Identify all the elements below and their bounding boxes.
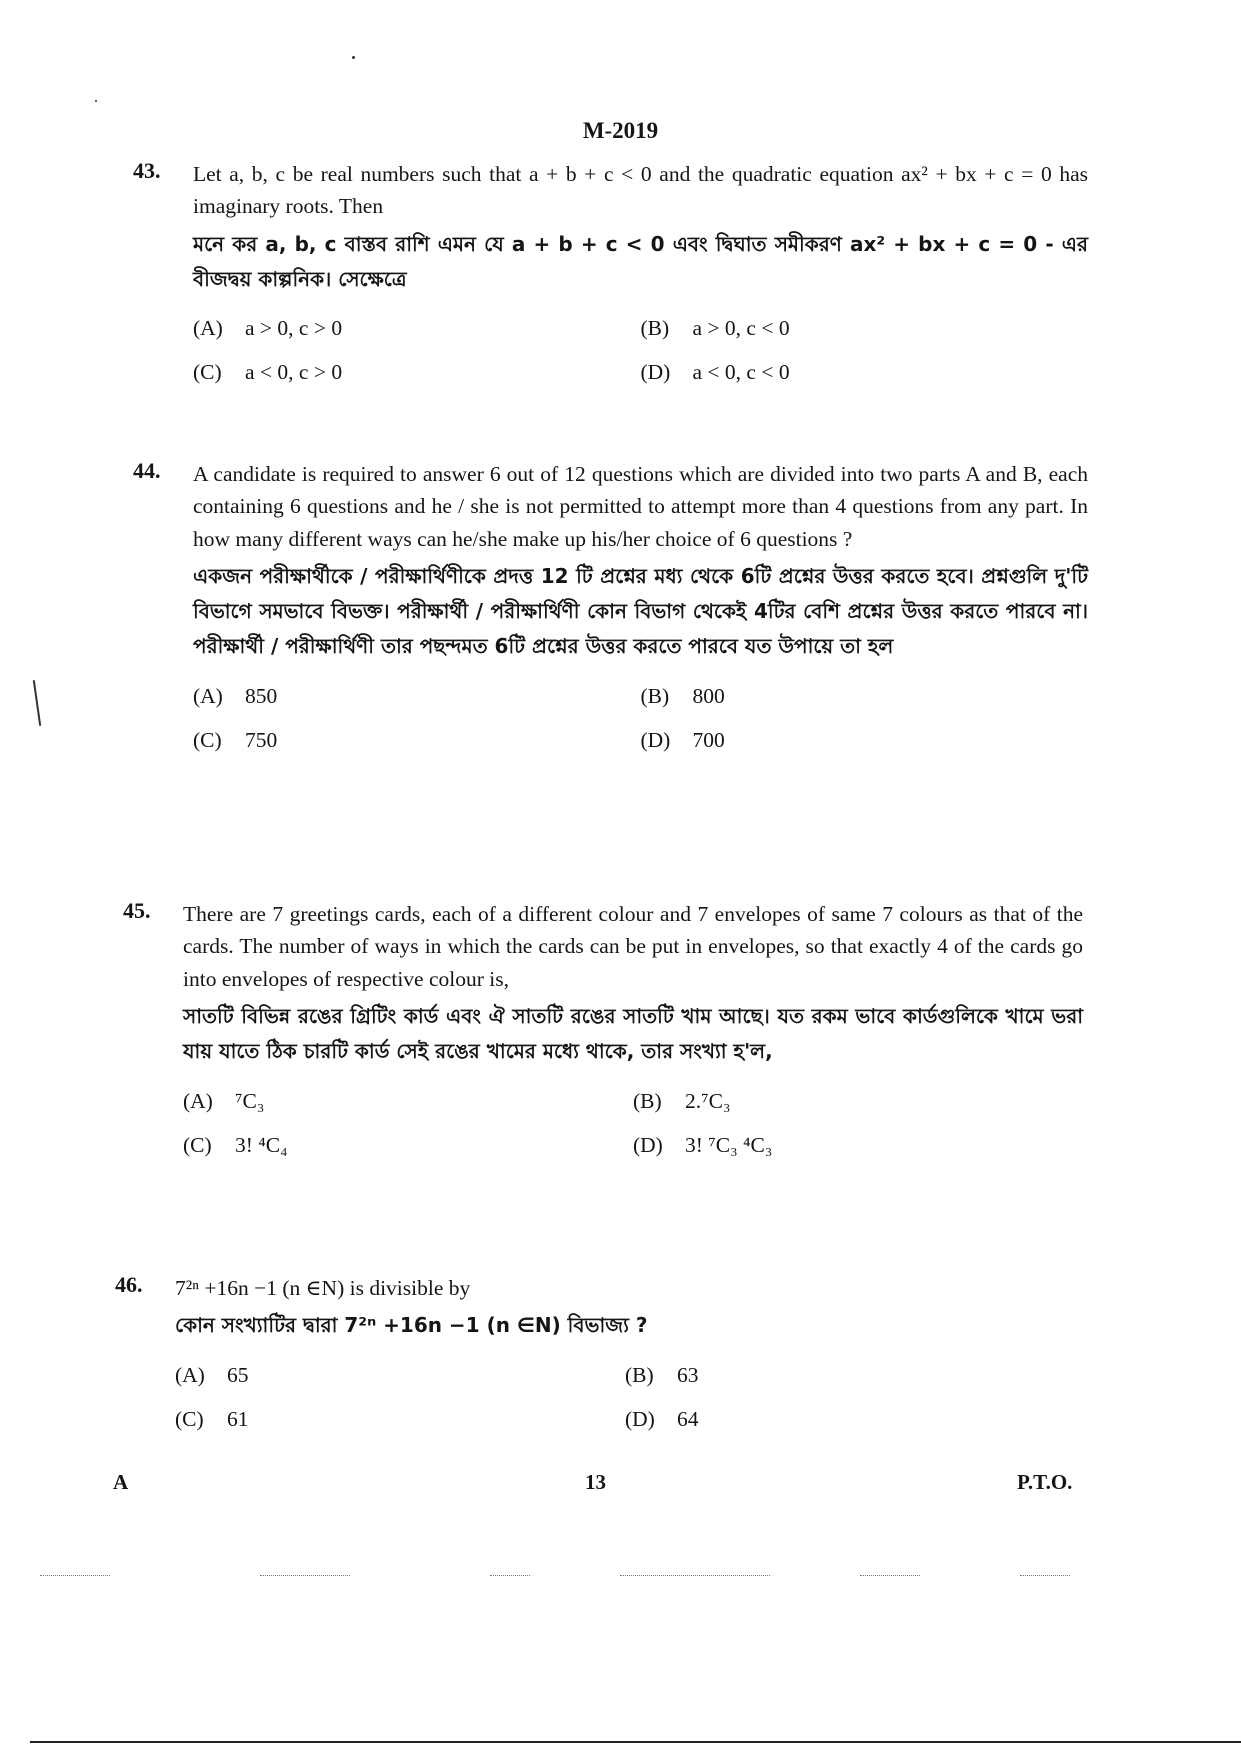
- question-number: 46.: [115, 1272, 143, 1297]
- question-45: [123, 898, 1083, 1167]
- options: [183, 1079, 1083, 1167]
- scan-artifact: [490, 1575, 530, 1577]
- option-d: (D) 3! ⁷C₃ ⁴C₃: [633, 1132, 773, 1157]
- option-b: (B) 2.⁷C₃: [633, 1088, 731, 1113]
- question-text-english: There are 7 greetings cards, each of a different colour and 7 envelopes of same 7 colours as that of the cards. The number of ways in which the cards can be put in envelopes, so that exactly 4 of the cards go into envelopes of respective colour is,: [183, 902, 1083, 991]
- margin-mark: [33, 680, 41, 726]
- page-number: 13: [585, 1470, 606, 1494]
- question-text-bengali: কোন সংখ্যাটির দ্বারা 7²ⁿ +16n −1 (n ∈N) বিভাজ্য ?: [175, 1313, 648, 1338]
- scan-artifact: [860, 1575, 920, 1577]
- option-a: (A) 850: [193, 683, 278, 708]
- question-number: 45.: [123, 898, 151, 923]
- option-c: (C) a < 0, c > 0: [193, 360, 343, 385]
- options: [193, 307, 1088, 395]
- option-b: (B) a > 0, c < 0: [640, 316, 790, 341]
- option-b: (B) 63: [625, 1363, 699, 1388]
- question-text-bengali: একজন পরীক্ষার্থীকে / পরীক্ষার্থিণীকে প্রদত্ত 12 টি প্রশ্নের মধ্য থেকে 6টি প্রশ্নের উত্তর করতে হবে। প্রশ্নগুলি দু'টি বিভাগে সমভাবে বিভক্ত। পরীক্ষার্থী / পরীক্ষার্থিণী কোন বিভাগ থেকেই 4টির বেশি প্রশ্নের উত্তর করতে পারবে না। পরীক্ষার্থী / পরীক্ষার্থিণী তার পছন্দমত 6টি প্রশ্নের উত্তর করতে পারবে যত উপায়ে তা হল: [193, 563, 1088, 658]
- question-number: 44.: [133, 458, 161, 483]
- option-a: (A) ⁷C₃: [183, 1088, 265, 1113]
- scan-artifact: [1020, 1575, 1070, 1577]
- option-b: (B) 800: [640, 683, 725, 708]
- option-d: (D) 64: [625, 1407, 699, 1432]
- question-text-bengali: সাতটি বিভিন্ন রঙের গ্রিটিং কার্ড এবং ঐ সাতটি রঙের সাতটি খাম আছে। যত রকম ভাবে কার্ডগুলিকে খামে ভরা যায় যাতে ঠিক চারটি কার্ড সেই রঙের খামের মধ্যে থাকে, তার সংখ্যা হ'ল,: [183, 1003, 1083, 1063]
- question-text-english: A candidate is required to answer 6 out of 12 questions which are divided into two parts A and B, each containing 6 questions and he / she is not permitted to attempt more than 4 questions from any part. In how many different ways can he/she make up his/her choice of 6 questions ?: [193, 462, 1088, 551]
- question-text-english: 7²ⁿ +16n −1 (n ∈N) is divisible by: [175, 1276, 471, 1300]
- question-text-bengali: মনে কর a, b, c বাস্তব রাশি এমন যে a + b + c < 0 এবং দ্বিঘাত সমীকরণ ax² + bx + c = 0 - এর বীজদ্বয় কাল্পনিক। সেক্ষেত্রে: [193, 231, 1088, 291]
- question-44: [133, 458, 1088, 762]
- set-label: A: [113, 1470, 129, 1494]
- option-a: (A) 65: [175, 1363, 249, 1388]
- pto-label: P.T.O.: [1017, 1470, 1073, 1494]
- question-43: [133, 158, 1088, 395]
- option-a: (A) a > 0, c > 0: [193, 316, 343, 341]
- question-46: [115, 1272, 1075, 1441]
- question-text-english: Let a, b, c be real numbers such that a + b + c < 0 and the quadratic equation ax² + bx + c = 0 has imaginary roots. Then: [193, 162, 1088, 219]
- scan-speck: [352, 56, 355, 59]
- page-edge-rule: [30, 1741, 1241, 1743]
- scan-artifact: [260, 1575, 350, 1577]
- question-number: 43.: [133, 158, 161, 183]
- option-d: (D) 700: [640, 727, 725, 752]
- option-c: (C) 3! ⁴C₄: [183, 1132, 288, 1157]
- option-d: (D) a < 0, c < 0: [640, 360, 790, 385]
- options: [193, 674, 1088, 762]
- scan-speck: [95, 100, 97, 102]
- paper-code: M-2019: [582, 118, 659, 143]
- options: [175, 1353, 1075, 1441]
- option-c: (C) 61: [175, 1407, 249, 1432]
- option-c: (C) 750: [193, 727, 278, 752]
- scan-artifact: [40, 1575, 110, 1577]
- scan-artifact: [620, 1575, 770, 1577]
